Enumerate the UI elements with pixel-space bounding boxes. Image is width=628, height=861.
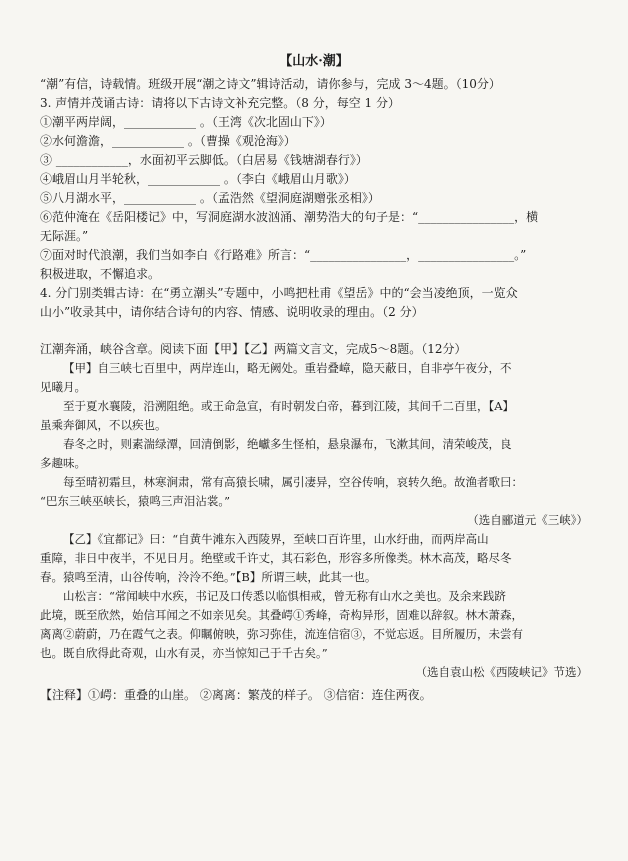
reading-intro: 江潮奔涌，峡谷含章。阅读下面【甲】【乙】两篇文言文，完成5～8题。（12分） (40, 342, 467, 356)
yi-line: 山松言：“常闻峡中水疾，书记及口传悉以临惧相戒，曾无称有山水之美也。及余来践跻 (63, 589, 506, 603)
yi-line: 【乙】《宜都记》曰：“自黄牛滩东入西陵界，至峡口百许里，山水纡曲，而两岸高山 (63, 532, 489, 546)
q3-stem: 3. 声情并茂诵古诗：请将以下古诗文补充完整。（8 分，每空 1 分） (40, 96, 400, 110)
annotation-notes: 【注释】①崿：重叠的山崖。 ②离离：繁茂的样子。 ③信宿：连住两夜。 (40, 688, 432, 702)
q4-line: 4. 分门别类辑古诗：在“勇立潮头”专题中，小鸣把杜甫《望岳》中的“会当凌绝顶，一览众 (40, 286, 518, 300)
yi-line: 也。既自欣得此奇观，山水有灵，亦当惊知己于千古矣。” (40, 646, 328, 660)
jia-line: 【甲】自三峡七百里中，两岸连山，略无阙处。重岩叠嶂，隐天蔽日，自非亭午夜分，不 (63, 361, 512, 375)
q3-line: ⑦面对时代浪潮，我们当如李白《行路难》所言：“________________，________________。” (40, 248, 527, 262)
intro-text: “潮”有信，诗载情。班级开展“潮之诗文”辑诗活动，请你参与，完成 3～4题。（10分） (40, 77, 501, 91)
q3-line: ①潮平两岸阔，____________ 。（王湾《次北固山下》） (40, 115, 332, 129)
jia-line: 每至晴初霜旦，林寒涧肃，常有高猿长啸，属引凄异，空谷传响，哀转久绝。故渔者歌曰： (63, 475, 523, 489)
yi-line: 春。猿鸣至清，山谷传响，泠泠不绝。”【B】所谓三峡，此其一也。 (40, 570, 377, 584)
jia-line: 春冬之时，则素湍绿潭，回清倒影，绝巘多生怪柏，悬泉瀑布，飞漱其间，清荣峻茂，良 (63, 437, 512, 451)
q3-line: ③ ____________，水面初平云脚低。（白居易《钱塘湖春行》） (40, 153, 368, 167)
jia-line: 见曦月。 (40, 380, 86, 394)
jia-line: “巴东三峡巫峡长，猿鸣三声泪沾裳。” (40, 494, 231, 508)
yi-line: 重障，非日中夜半，不见日月。绝壁或千许丈，其石彩色，形容多所像类。林木高茂，略尽冬 (40, 551, 512, 565)
q3-line: 积极进取，不懈追求。 (40, 267, 161, 281)
jia-line: 至于夏水襄陵，沿溯阻绝。或王命急宣，有时朝发白帝，暮到江陵，其间千二百里，【A】 (63, 399, 515, 413)
q4-line: 山小”收录其中，请你结合诗句的内容、情感、说明收录的理由。（2 分） (40, 305, 424, 319)
q3-line: ⑤八月湖水平，____________ 。（孟浩然《望洞庭湖赠张丞相》） (40, 191, 380, 205)
q3-line: ④峨眉山月半轮秋，____________ 。（李白《峨眉山月歌》） (40, 172, 356, 186)
q3-line: ②水何澹澹，____________ 。（曹操《观沧海》） (40, 134, 296, 148)
jia-line: 多趣味。 (40, 456, 86, 470)
q3-line: 无际涯。” (40, 229, 89, 243)
section-title: 【山水·潮】 (279, 54, 349, 69)
yi-line: 离离②蔚蔚，乃在霞气之表。仰瞩俯映，弥习弥佳，流连信宿③，不觉忘返。目所履历，未尝有 (40, 627, 523, 641)
yi-source: （选自袁山松《西陵峡记》节选） (415, 665, 588, 679)
yi-line: 此境，既至欣然，始信耳闻之不如亲见矣。其叠崿①秀峰，奇构异形，固难以辞叙。林木萧森， (40, 608, 523, 622)
jia-line: 虽乘奔御风，不以疾也。 (40, 418, 167, 432)
jia-source: （选自郦道元《三峡》） (467, 513, 588, 527)
q3-line: ⑥范仲淹在《岳阳楼记》中，写洞庭湖水波汹涌、潮势浩大的句子是：“________________，横 (40, 210, 539, 224)
